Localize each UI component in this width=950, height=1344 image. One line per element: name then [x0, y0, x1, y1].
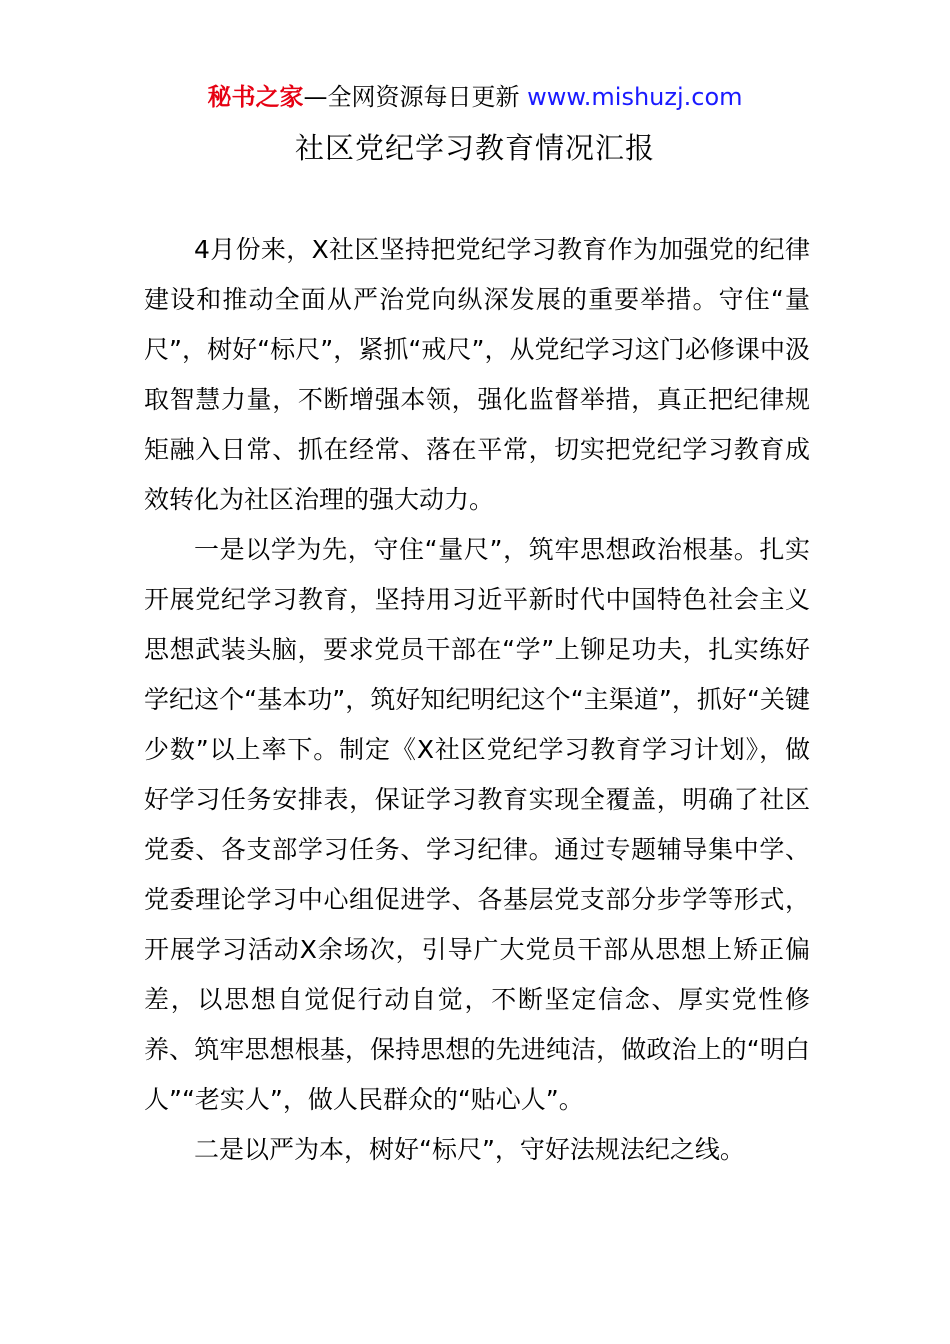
brand-name: 秘书之家	[207, 83, 304, 111]
document-title: 社区党纪学习教育情况汇报	[294, 131, 655, 165]
site-url-link[interactable]: www.mishuzj.com	[527, 83, 743, 111]
document-body	[144, 225, 810, 1175]
site-header	[0, 80, 950, 114]
paragraph-point-two: 二是以严为本，树好“标尺”，守好法规法纪之线。	[194, 1135, 745, 1164]
header-tagline: —全网资源每日更新	[303, 83, 520, 111]
paragraph-intro: 4月份来，X社区坚持把党纪学习教育作为加强党的纪律建设和推动全面从严治党向纵深发展的重要举措。守住“量尺”，树好“标尺”，紧抓“戒尺”，从党纪学习这门必修课中汲取智慧力量，不断增强本领，强化监督举措，真正把纪律规矩融入日常、抓在经常、落在平常，切实把党纪学习教育成效转化为社区治理的强大动力。	[144, 235, 810, 514]
paragraph-point-one: 一是以学为先，守住“量尺”，筑牢思想政治根基。扎实开展党纪学习教育，坚持用习近平新时代中国特色社会主义思想武装头脑，要求党员干部在“学”上铆足功夫，扎实练好学纪这个“基本功”，筑好知纪明纪这个“主渠道”，抓好“关键少数”以上率下。制定《X社区党纪学习教育学习计划》，做好学习任务安排表，保证学习教育实现全覆盖，明确了社区党委、各支部学习任务、学习纪律。通过专题辅导集中学、党委理论学习中心组促进学、各基层党支部分步学等形式，开展学习活动X余场次，引导广大党员干部从思想上矫正偏差，以思想自觉促行动自觉，不断坚定信念、厚实党性修养、筑牢思想根基，保持思想的先进纯洁，做政治上的“明白人”“老实人”，做人民群众的“贴心人”。	[144, 535, 810, 1114]
